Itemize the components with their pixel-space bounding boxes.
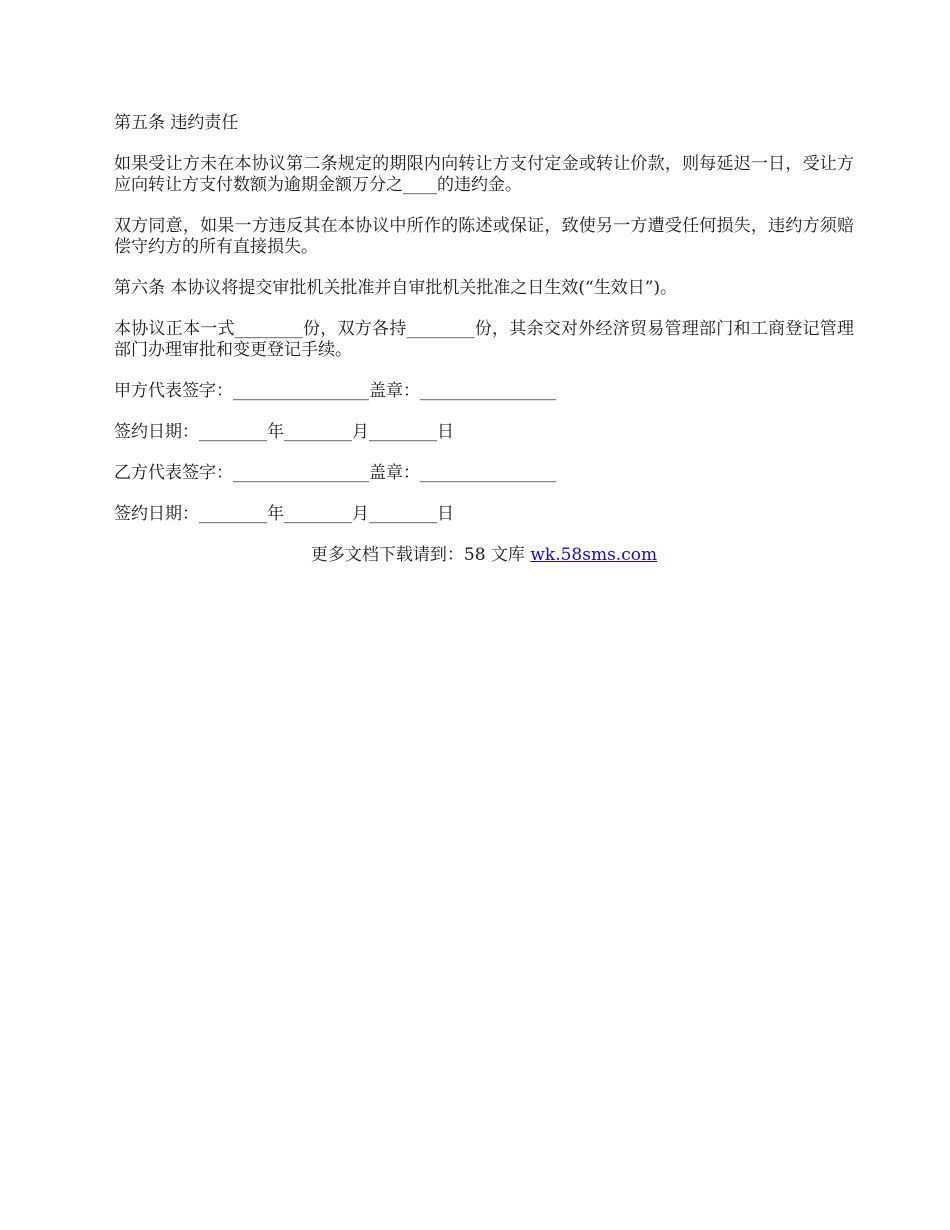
breach-compensation-clause: 双方同意，如果一方违反其在本协议中所作的陈述或保证，致使另一方遭受任何损失，违约方须赔偿守约方的所有直接损失。 bbox=[114, 216, 854, 257]
party-b-signature-line: 乙方代表签字：________________盖章：________________ bbox=[114, 463, 556, 483]
article-5-heading: 第五条 违约责任 bbox=[114, 113, 239, 133]
document-body bbox=[114, 113, 854, 566]
footer-prefix: 更多文档下载请到：58 文库 bbox=[310, 545, 531, 565]
article-6-effective-date: 第六条 本协议将提交审批机关批准并自审批机关批准之日生效(“生效日”)。 bbox=[114, 278, 678, 298]
download-footer bbox=[114, 545, 854, 566]
party-b-signing-date: 签约日期：________年________月________日 bbox=[114, 504, 454, 524]
party-a-signing-date: 签约日期：________年________月________日 bbox=[114, 422, 454, 442]
party-a-signature-line: 甲方代表签字：________________盖章：________________ bbox=[114, 381, 556, 401]
late-payment-clause: 如果受让方未在本协议第二条规定的期限内向转让方支付定金或转让价款，则每延迟一日，受让方应向转让方支付数额为逾期金额万分之____的违约金。 bbox=[114, 154, 854, 195]
copies-clause: 本协议正本一式________份，双方各持________份，其余交对外经济贸易管理部门和工商登记管理部门办理审批和变更登记手续。 bbox=[114, 319, 854, 360]
footer-site-link[interactable]: wk.58sms.com bbox=[530, 545, 658, 565]
